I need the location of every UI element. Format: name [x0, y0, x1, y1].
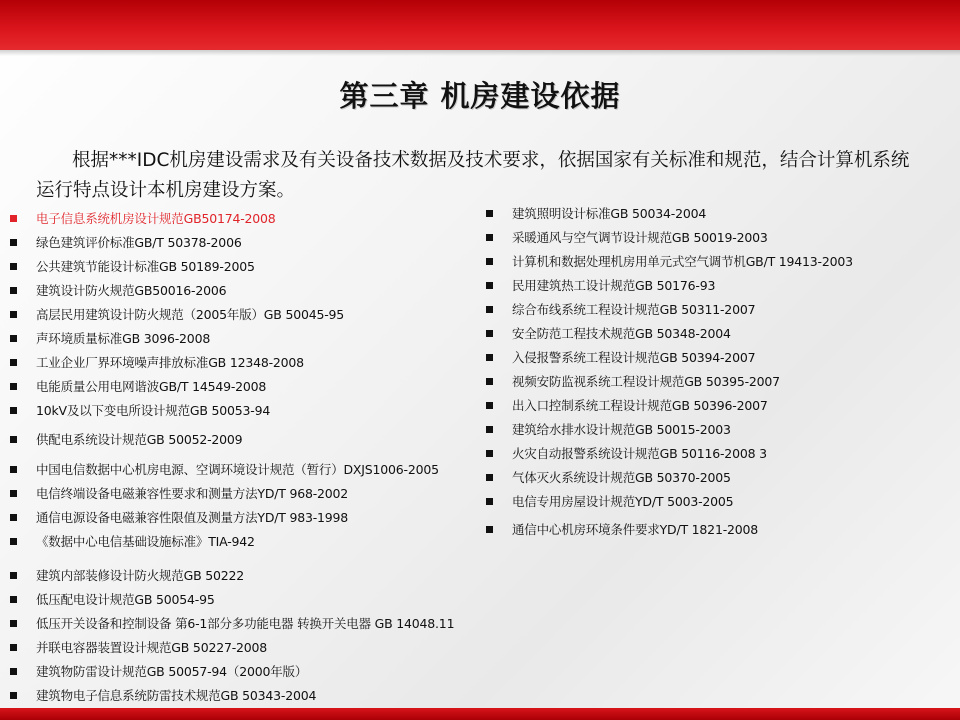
list-item-text: 气体灭火系统设计规范GB 50370-2005 — [512, 470, 731, 485]
bullet-icon — [486, 474, 493, 481]
bullet-icon — [10, 644, 17, 651]
bullet-icon — [486, 450, 493, 457]
bullet-icon — [10, 490, 17, 497]
bullet-icon — [10, 263, 17, 270]
list-item-text: 电子信息系统机房设计规范GB50174-2008 — [36, 211, 276, 226]
bullet-icon — [10, 359, 17, 366]
bullet-icon — [486, 402, 493, 409]
list-item-text: 电信专用房屋设计规范YD/T 5003-2005 — [512, 494, 734, 509]
bullet-icon — [486, 354, 493, 361]
list-item-text: 低压配电设计规范GB 50054-95 — [36, 592, 215, 607]
bullet-icon — [10, 572, 17, 579]
bullet-icon — [486, 498, 493, 505]
bullet-icon — [486, 306, 493, 313]
list-item-text: 建筑设计防火规范GB50016-2006 — [36, 283, 227, 298]
bullet-icon — [10, 239, 17, 246]
list-item-text: 低压开关设备和控制设备 第6-1部分多功能电器 转换开关电器 GB 14048.11 — [36, 616, 455, 631]
bullet-icon — [486, 210, 493, 217]
list-item-text: 电信终端设备电磁兼容性要求和测量方法YD/T 968-2002 — [36, 486, 349, 501]
list-item-text: 安全防范工程技术规范GB 50348-2004 — [512, 326, 731, 341]
page-title: 第三章 机房建设依据 — [339, 79, 621, 113]
list-item-text: 综合布线系统工程设计规范GB 50311-2007 — [512, 302, 756, 317]
bullet-icon — [10, 668, 17, 675]
list-item-text: 建筑照明设计标准GB 50034-2004 — [512, 206, 707, 221]
bullet-icon — [486, 330, 493, 337]
list-item-text: 并联电容器装置设计规范GB 50227-2008 — [36, 640, 268, 655]
bullet-icon — [10, 287, 17, 294]
bullet-icon — [10, 514, 17, 521]
bullet-icon — [486, 526, 493, 533]
list-item-text: 《数据中心电信基础设施标准》TIA-942 — [36, 534, 255, 549]
header-bar — [0, 0, 960, 50]
list-item-text: 民用建筑热工设计规范GB 50176-93 — [512, 278, 716, 293]
list-item-text: 建筑物防雷设计规范GB 50057-94（2000年版） — [36, 664, 308, 679]
bullet-icon — [486, 234, 493, 241]
list-item-text: 中国电信数据中心机房电源、空调环境设计规范（暂行）DXJS1006-2005 — [36, 462, 439, 477]
list-item-text: 通信电源设备电磁兼容性限值及测量方法YD/T 983-1998 — [36, 510, 349, 525]
bullet-icon — [486, 426, 493, 433]
list-item-text: 声环境质量标准GB 3096-2008 — [36, 331, 211, 346]
bullet-icon — [10, 383, 17, 390]
list-item-text: 10kV及以下变电所设计规范GB 50053-94 — [36, 403, 271, 418]
bullet-icon — [486, 378, 493, 385]
bullet-icon — [486, 258, 493, 265]
list-item-text: 高层民用建筑设计防火规范（2005年版）GB 50045-95 — [36, 307, 345, 322]
bullet-icon — [10, 436, 17, 443]
list-item-text: 建筑物电子信息系统防雷技术规范GB 50343-2004 — [36, 688, 317, 703]
list-item-text: 建筑给水排水设计规范GB 50015-2003 — [512, 422, 731, 437]
list-item-text: 出入口控制系统工程设计规范GB 50396-2007 — [512, 398, 768, 413]
bullet-icon — [10, 692, 17, 699]
bullet-icon — [10, 538, 17, 545]
list-item-text: 绿色建筑评价标准GB/T 50378-2006 — [36, 235, 242, 250]
list-item-text: 通信中心机房环境条件要求YD/T 1821-2008 — [512, 522, 759, 537]
list-item-text: 采暖通风与空气调节设计规范GB 50019-2003 — [512, 230, 768, 245]
list-item-text: 入侵报警系统工程设计规范GB 50394-2007 — [512, 350, 756, 365]
list-item-text: 工业企业厂界环境噪声排放标准GB 12348-2008 — [36, 355, 304, 370]
list-item-text: 公共建筑节能设计标准GB 50189-2005 — [36, 259, 255, 274]
list-item-text: 建筑内部装修设计防火规范GB 50222 — [36, 568, 245, 583]
intro-paragraph: 根据***IDC机房建设需求及有关设备技术数据及技术要求，依据国家有关标准和规范，结合计算机系统运行特点设计本机房建设方案。 — [36, 150, 910, 201]
bullet-icon — [10, 466, 17, 473]
bullet-icon — [10, 311, 17, 318]
bullet-icon — [10, 596, 17, 603]
bullet-icon — [10, 407, 17, 414]
header-bar-shadow — [0, 50, 960, 56]
bullet-icon — [10, 335, 17, 342]
bullet-icon — [486, 282, 493, 289]
list-item-text: 计算机和数据处理机房用单元式空气调节机GB/T 19413-2003 — [512, 254, 853, 269]
bullet-icon — [10, 215, 17, 222]
bullet-icon — [10, 620, 17, 627]
list-item-text: 供配电系统设计规范GB 50052-2009 — [36, 432, 243, 447]
list-item-text: 火灾自动报警系统设计规范GB 50116-2008 3 — [512, 446, 767, 461]
footer-bar — [0, 708, 960, 720]
list-item-text: 视频安防监视系统工程设计规范GB 50395-2007 — [512, 374, 780, 389]
list-item-text: 电能质量公用电网谐波GB/T 14549-2008 — [36, 379, 267, 394]
